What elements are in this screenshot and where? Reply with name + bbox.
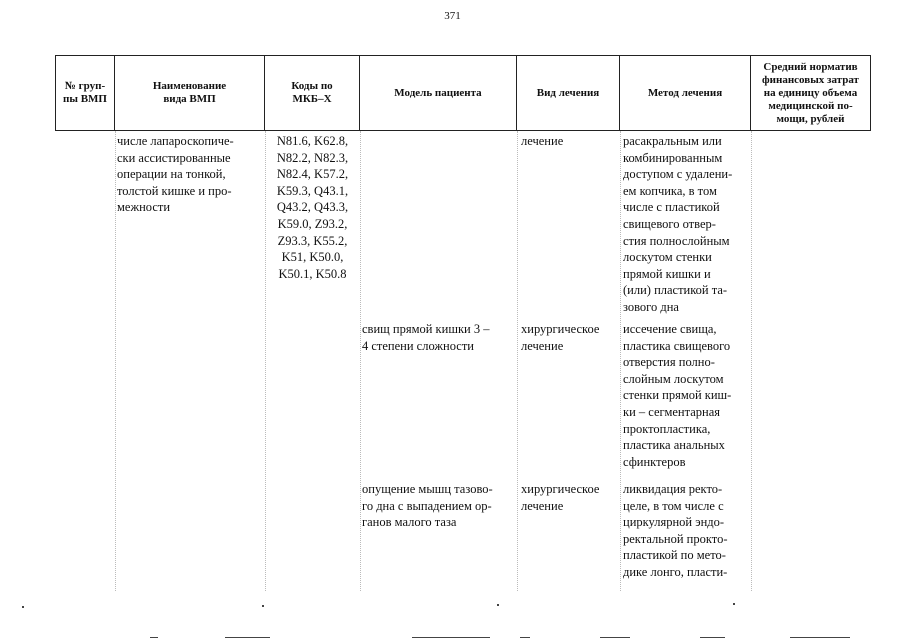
row-2-treatment-type: хирургическое лечение [521,322,600,353]
row-1-treatment-type: лечение [521,134,564,148]
header-average-cost: Средний норматив финансовых затрат на единицу объема медицинской по- мощи, рублей [751,56,871,130]
scan-artifacts [0,600,905,640]
table-header [55,55,871,131]
row-3-patient-model: опущение мышц тазово- го дна с выпадением ор- ганов малого таза [362,482,493,530]
row-1-vmp-name: числе лапароскопиче- ски ассистированные операции на тонкой, толстой кишке и про- межности [117,134,234,215]
row-2-treatment-method: иссечение свища, пластика свищевого отверстия полно- слойным лоскутом стенки прямой киш- ки – сегментарная проктопластика, пластика анальных сфинктеров [623,322,732,469]
header-group-number: № груп- пы ВМП [55,56,115,130]
table-body [55,131,871,591]
page-number: 371 [444,10,461,22]
row-3-treatment-method: ликвидация ректо- целе, в том числе с циркулярной эндо- ректальной прокто- пластикой по мето- дике лонго, пласти- [623,482,728,579]
header-icd-codes: Коды по МКБ–Х [265,56,360,130]
header-vmp-name: Наименование вида ВМП [115,56,265,130]
row-2-patient-model: свищ прямой кишки 3 – 4 степени сложности [362,322,490,353]
row-1-icd-codes: N81.6, K62.8, N82.2, N82.3, N82.4, K57.2, K59.3, Q43.1, Q43.2, Q43.3, K59.0, Z93.2, Z93.3, K55.2, K51, K50.0, K50.1, K50.8 [276,134,349,281]
header-patient-model: Модель пациента [360,56,517,130]
header-treatment-type: Вид лечения [517,56,620,130]
row-1-treatment-method: расакральным или комбинированным доступом с удалени- ем копчика, в том числе с пластикой свищевого отвер- стия полнослойным лоскутом стенки прямой кишки и (или) пластикой та- зового дна [623,134,733,314]
vmp-table [55,55,871,591]
header-treatment-method: Метод лечения [620,56,751,130]
row-3-treatment-type: хирургическое лечение [521,482,600,513]
